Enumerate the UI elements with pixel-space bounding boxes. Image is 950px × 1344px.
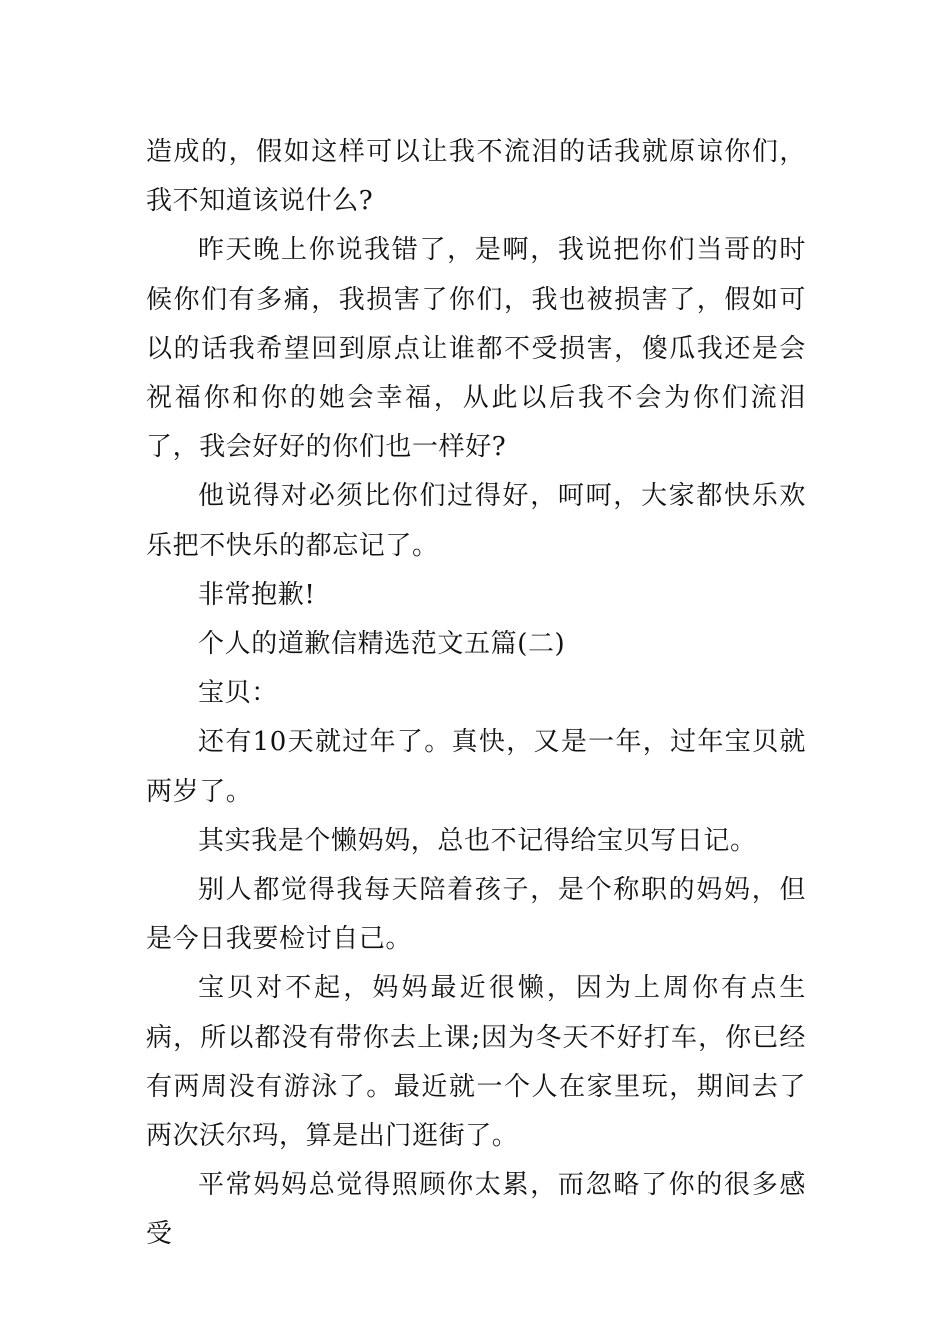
paragraph: 其实我是个懒妈妈，总也不记得给宝贝写日记。: [198, 825, 757, 856]
section-heading: 个人的道歉信精选范文五篇(二): [198, 629, 566, 660]
paragraph: 宝贝对不起，妈妈最近很懒，因为上周你有点生病，所以都没有带你去上课;因为冬天不好打车，你已经有两周没有游泳了。最近就一个人在家里玩，期间去了两次沃尔玛，算是出门逛街了。: [146, 973, 806, 1152]
paragraph: 他说得对必须比你们过得好，呵呵，大家都快乐欢乐把不快乐的都忘记了。: [146, 481, 806, 561]
paragraph: 还有10天就过年了。真快，又是一年，过年宝贝就两岁了。: [146, 727, 806, 807]
salutation: 宝贝：: [198, 678, 278, 709]
paragraph: 平常妈妈总觉得照顾你太累，而忽略了你的很多感受: [146, 1170, 806, 1250]
paragraph: 昨天晚上你说我错了，是啊，我说把你们当哥的时候你们有多痛，我损害了你们，我也被损害了，假如可以的话我希望回到原点让谁都不受损害，傻瓜我还是会祝福你和你的她会幸福，从此以后我不会为你们流泪了，我会好好的你们也一样好?: [146, 235, 806, 463]
paragraph: 别人都觉得我每天陪着孩子，是个称职的妈妈，但是今日我要检讨自己。: [146, 875, 806, 955]
closing-line: 非常抱歉!: [198, 579, 316, 610]
paragraph: 造成的，假如这样可以让我不流泪的话我就原谅你们，我不知道该说什么?: [146, 137, 806, 217]
document-body: [146, 128, 806, 1260]
